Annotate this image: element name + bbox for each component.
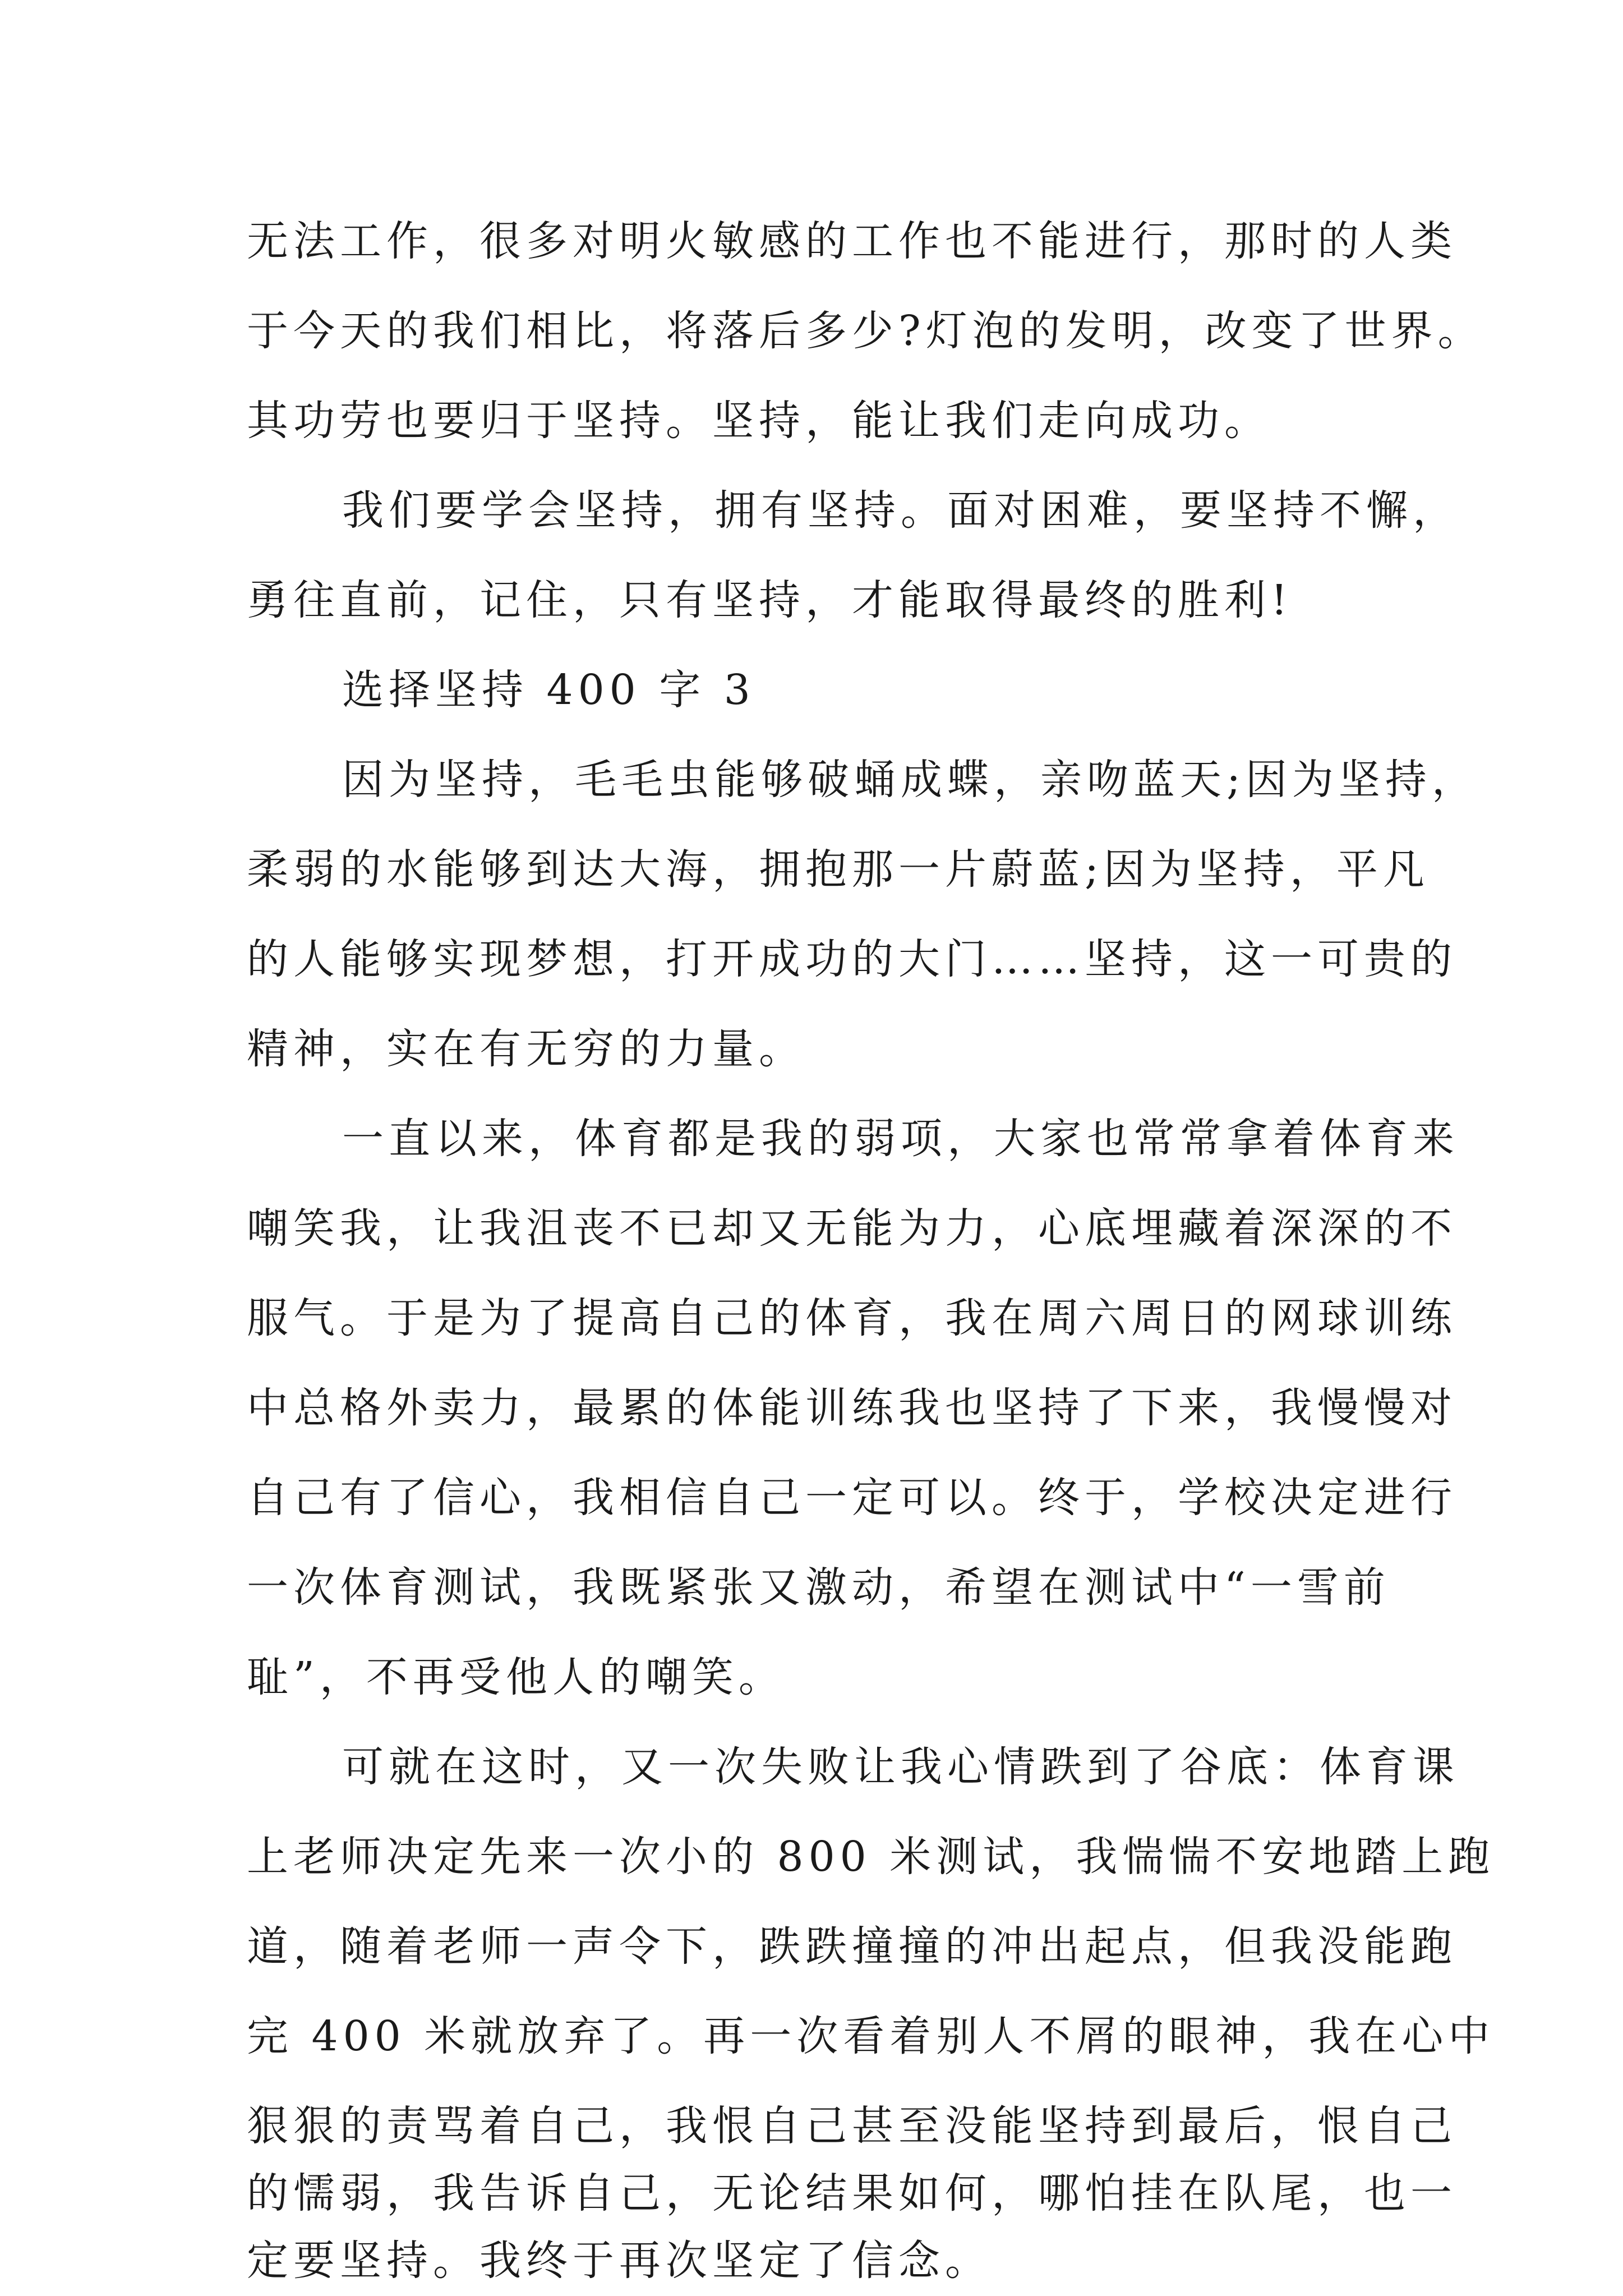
text-line: 因为坚持，毛毛虫能够破蛹成蝶，亲吻蓝天;因为坚持， [342, 756, 1478, 804]
text-line: 狠狠的责骂着自己，我恨自己甚至没能坚持到最后，恨自己 [247, 2102, 1457, 2150]
text-line: 可就在这时，又一次失败让我心情跌到了谷底：体育课 [342, 1743, 1459, 1791]
text-line: 于今天的我们相比，将落后多少?灯泡的发明，改变了世界。 [247, 307, 1484, 355]
text-line: 上老师决定先来一次小的 800 米测试，我惴惴不安地踏上跑 [247, 1833, 1495, 1881]
text-line: 定要坚持。我终于再次坚定了信念。 [247, 2237, 992, 2285]
text-line: 的懦弱，我告诉自己，无论结果如何，哪怕挂在队尾，也一 [247, 2169, 1457, 2217]
text-line: 其功劳也要归于坚持。坚持，能让我们走向成功。 [247, 397, 1271, 445]
text-line: 耻”，不再受他人的嘲笑。 [247, 1653, 785, 1701]
text-line: 完 400 米就放弃了。再一次看着别人不屑的眼神，我在心中 [247, 2012, 1495, 2060]
text-line: 的人能够实现梦想，打开成功的大门……坚持，这一可贵的 [247, 935, 1457, 983]
text-line: 道，随着老师一声令下，跌跌撞撞的冲出起点，但我没能跑 [247, 1922, 1457, 1971]
text-line: 我们要学会坚持，拥有坚持。面对困难，要坚持不懈， [342, 486, 1459, 535]
text-line: 中总格外卖力，最累的体能训练我也坚持了下来，我慢慢对 [247, 1384, 1457, 1432]
text-line: 精神，实在有无穷的力量。 [247, 1025, 805, 1073]
text-line: 无法工作，很多对明火敏感的工作也不能进行，那时的人类 [247, 217, 1457, 265]
text-line: 一次体育测试，我既紧张又激动，希望在测试中“一雪前 [247, 1563, 1390, 1612]
section-heading: 选择坚持 400 字 3 [342, 666, 755, 714]
text-line: 一直以来，体育都是我的弱项，大家也常常拿着体育来 [342, 1115, 1459, 1163]
text-line: 柔弱的水能够到达大海，拥抱那一片蔚蓝;因为坚持，平凡 [247, 845, 1430, 894]
text-line: 嘲笑我，让我沮丧不已却又无能为力，心底埋藏着深深的不 [247, 1204, 1457, 1253]
text-line: 自己有了信心，我相信自己一定可以。终于，学校决定进行 [247, 1474, 1457, 1522]
text-line: 勇往直前，记住，只有坚持，才能取得最终的胜利! [247, 576, 1293, 624]
text-line: 服气。于是为了提高自己的体育，我在周六周日的网球训练 [247, 1294, 1457, 1342]
